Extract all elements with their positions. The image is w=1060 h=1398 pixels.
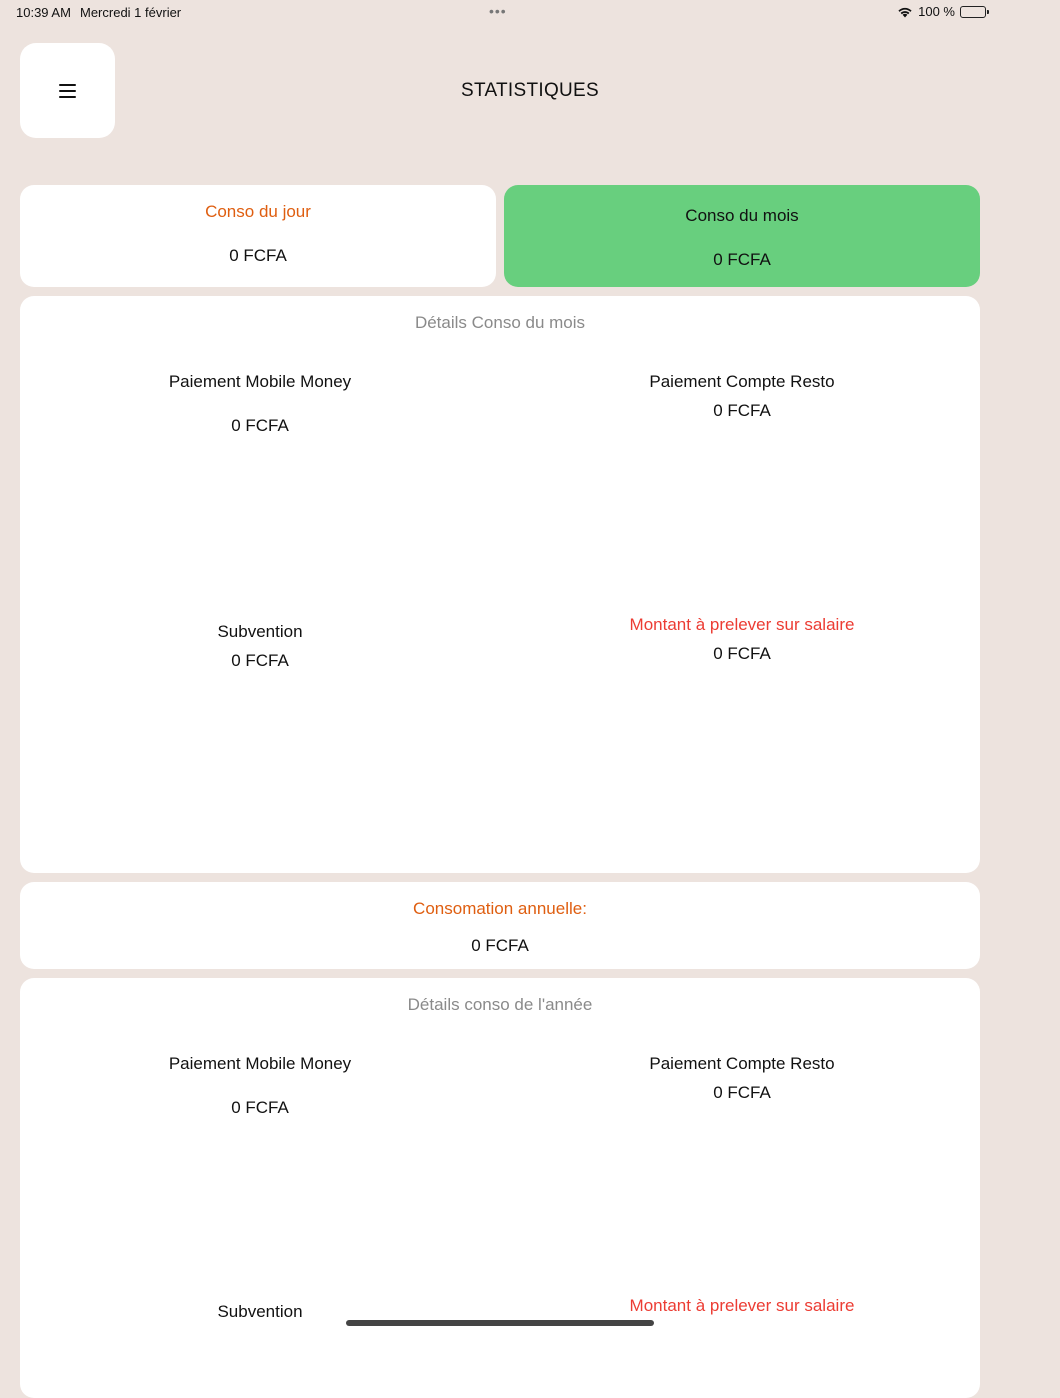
- status-time: 10:39 AM: [16, 5, 71, 20]
- conso-mois-label: Conso du mois: [685, 206, 799, 225]
- multitasking-dots-icon[interactable]: •••: [489, 3, 507, 19]
- month-salaire-amount: 0 FCFA: [713, 644, 771, 663]
- year-compte-resto-amount: 0 FCFA: [713, 1083, 771, 1102]
- year-compte-resto-label: Paiement Compte Resto: [649, 1054, 835, 1073]
- month-details-title: Détails Conso du mois: [414, 313, 586, 332]
- month-mobile-money-amount: 0 FCFA: [231, 416, 289, 435]
- year-mobile-money: [20, 1054, 500, 1118]
- month-compte-resto-amount: 0 FCFA: [713, 401, 771, 420]
- month-details-card: [20, 296, 980, 873]
- conso-jour-label: Conso du jour: [205, 202, 311, 221]
- month-subvention: [20, 622, 500, 671]
- conso-jour-amount: 0 FCFA: [229, 246, 287, 265]
- annual-card[interactable]: [20, 882, 980, 969]
- year-mobile-money-label: Paiement Mobile Money: [168, 1054, 352, 1073]
- month-compte-resto-label: Paiement Compte Resto: [649, 372, 835, 391]
- conso-mois-card[interactable]: [504, 185, 980, 287]
- month-mobile-money-label: Paiement Mobile Money: [168, 372, 352, 391]
- year-subvention: [20, 1302, 500, 1322]
- month-mobile-money: [20, 372, 500, 436]
- year-compte-resto: [502, 1054, 982, 1103]
- battery-percent: 100 %: [918, 4, 955, 19]
- status-date: Mercredi 1 février: [80, 5, 182, 20]
- month-salaire-label: Montant à prelever sur salaire: [629, 615, 855, 634]
- month-salaire: [502, 615, 982, 664]
- year-mobile-money-amount: 0 FCFA: [231, 1098, 289, 1117]
- month-subvention-amount: 0 FCFA: [231, 651, 289, 670]
- home-indicator[interactable]: [346, 1320, 654, 1326]
- year-subvention-label: Subvention: [217, 1302, 303, 1321]
- conso-mois-amount: 0 FCFA: [713, 250, 771, 269]
- year-salaire: [502, 1296, 982, 1316]
- annual-label: Consomation annuelle:: [413, 899, 587, 918]
- year-details-title: Détails conso de l'année: [407, 995, 593, 1014]
- conso-jour-card[interactable]: [20, 185, 496, 287]
- month-subvention-label: Subvention: [217, 622, 303, 641]
- page-title: STATISTIQUES: [460, 80, 600, 101]
- annual-amount: 0 FCFA: [471, 936, 529, 955]
- year-details-card: [20, 978, 980, 1398]
- month-compte-resto: [502, 372, 982, 421]
- year-salaire-label: Montant à prelever sur salaire: [629, 1296, 855, 1315]
